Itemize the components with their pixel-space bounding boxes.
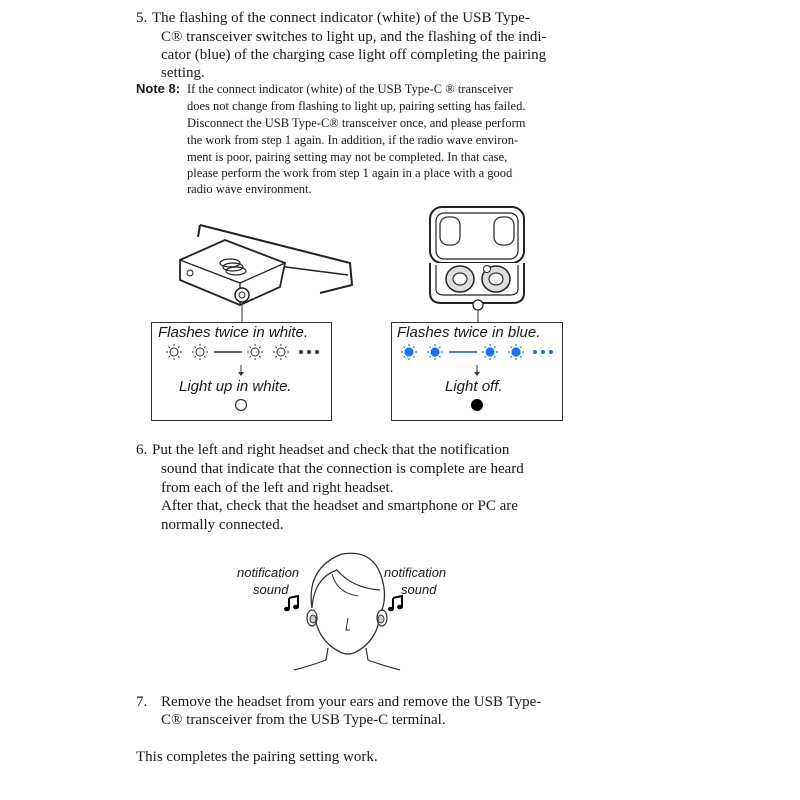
blue-flash-icon xyxy=(427,344,443,360)
note-8-line-1: If the connect indicator (white) of the USB Type-C ® transceiver xyxy=(187,82,513,96)
white-flash-caption: Flashes twice in white. xyxy=(158,324,309,341)
usb-transceiver-illustration xyxy=(170,215,360,310)
step-5-line-2: C® transceiver switches to light up, and the flashing of the indi- xyxy=(161,29,547,45)
blue-flash-icon xyxy=(401,344,417,360)
step-6-line-3: from each of the left and right headset. xyxy=(161,480,394,496)
note-8-line-5: ment is poor, pairing setting may not be completed. In that case, xyxy=(187,150,508,164)
step-6-line-5: normally connected. xyxy=(161,517,284,533)
step-5-number: 5. xyxy=(136,10,148,26)
white-indicator-box xyxy=(151,322,332,421)
step-6-line-4: After that, check that the headset and smartphone or PC are xyxy=(161,498,518,514)
step-7-line-2: C® transceiver from the USB Type-C terminal. xyxy=(161,712,446,728)
step-6-line-2: sound that indicate that the connection is complete are heard xyxy=(161,461,524,477)
white-flash-sequence xyxy=(152,341,331,363)
note-8-line-2: does not change from flashing to light up, pairing setting has failed. xyxy=(187,99,526,113)
step-7-line-1: Remove the headset from your ears and remove the USB Type- xyxy=(161,694,542,710)
note-8-line-6: please perform the work from step 1 again in a place with a good xyxy=(187,166,513,180)
step-5-line-4: setting. xyxy=(161,65,205,81)
closing-text: This completes the pairing setting work. xyxy=(136,749,378,765)
note-8-line-4: the work from step 1 again. In addition, if the radio wave environ- xyxy=(187,133,519,147)
white-lit-caption: Light up in white. xyxy=(179,378,292,395)
white-sun-icon xyxy=(166,344,182,360)
note-8-line-7: radio wave environment. xyxy=(187,182,312,196)
white-sun-icon xyxy=(247,344,263,360)
white-sun-icon xyxy=(273,344,289,360)
blue-flash-icon xyxy=(482,344,498,360)
led-off-icon xyxy=(470,398,484,412)
note-8-line-3: Disconnect the USB Type-C® transceiver once, and please perform xyxy=(187,116,526,130)
step-6-line-1: Put the left and right headset and check that the notification xyxy=(152,442,510,458)
blue-flash-caption: Flashes twice in blue. xyxy=(397,324,541,341)
head-illustration xyxy=(292,548,402,672)
step-5-line-3: cator (blue) of the charging case light off completing the pairing xyxy=(161,47,547,63)
left-notification-label-2: sound xyxy=(253,582,289,597)
note-8-label: Note 8: xyxy=(136,81,181,96)
white-sun-icon xyxy=(192,344,208,360)
white-led-on-icon xyxy=(234,398,248,412)
charging-case-illustration xyxy=(428,205,528,317)
right-notification-label-1: notification xyxy=(384,565,447,580)
blue-flash-icon xyxy=(508,344,524,360)
step-5-line-1: The flashing of the connect indicator (white) of the USB Type- xyxy=(152,10,530,26)
step-6-number: 6. xyxy=(136,442,148,458)
blue-off-caption: Light off. xyxy=(445,378,503,395)
blue-indicator-box xyxy=(391,322,563,421)
left-notification-label-1: notification xyxy=(237,565,300,580)
right-notification-label-2: sound xyxy=(401,582,437,597)
blue-flash-sequence xyxy=(392,341,562,363)
step-7-number: 7. xyxy=(136,694,148,710)
